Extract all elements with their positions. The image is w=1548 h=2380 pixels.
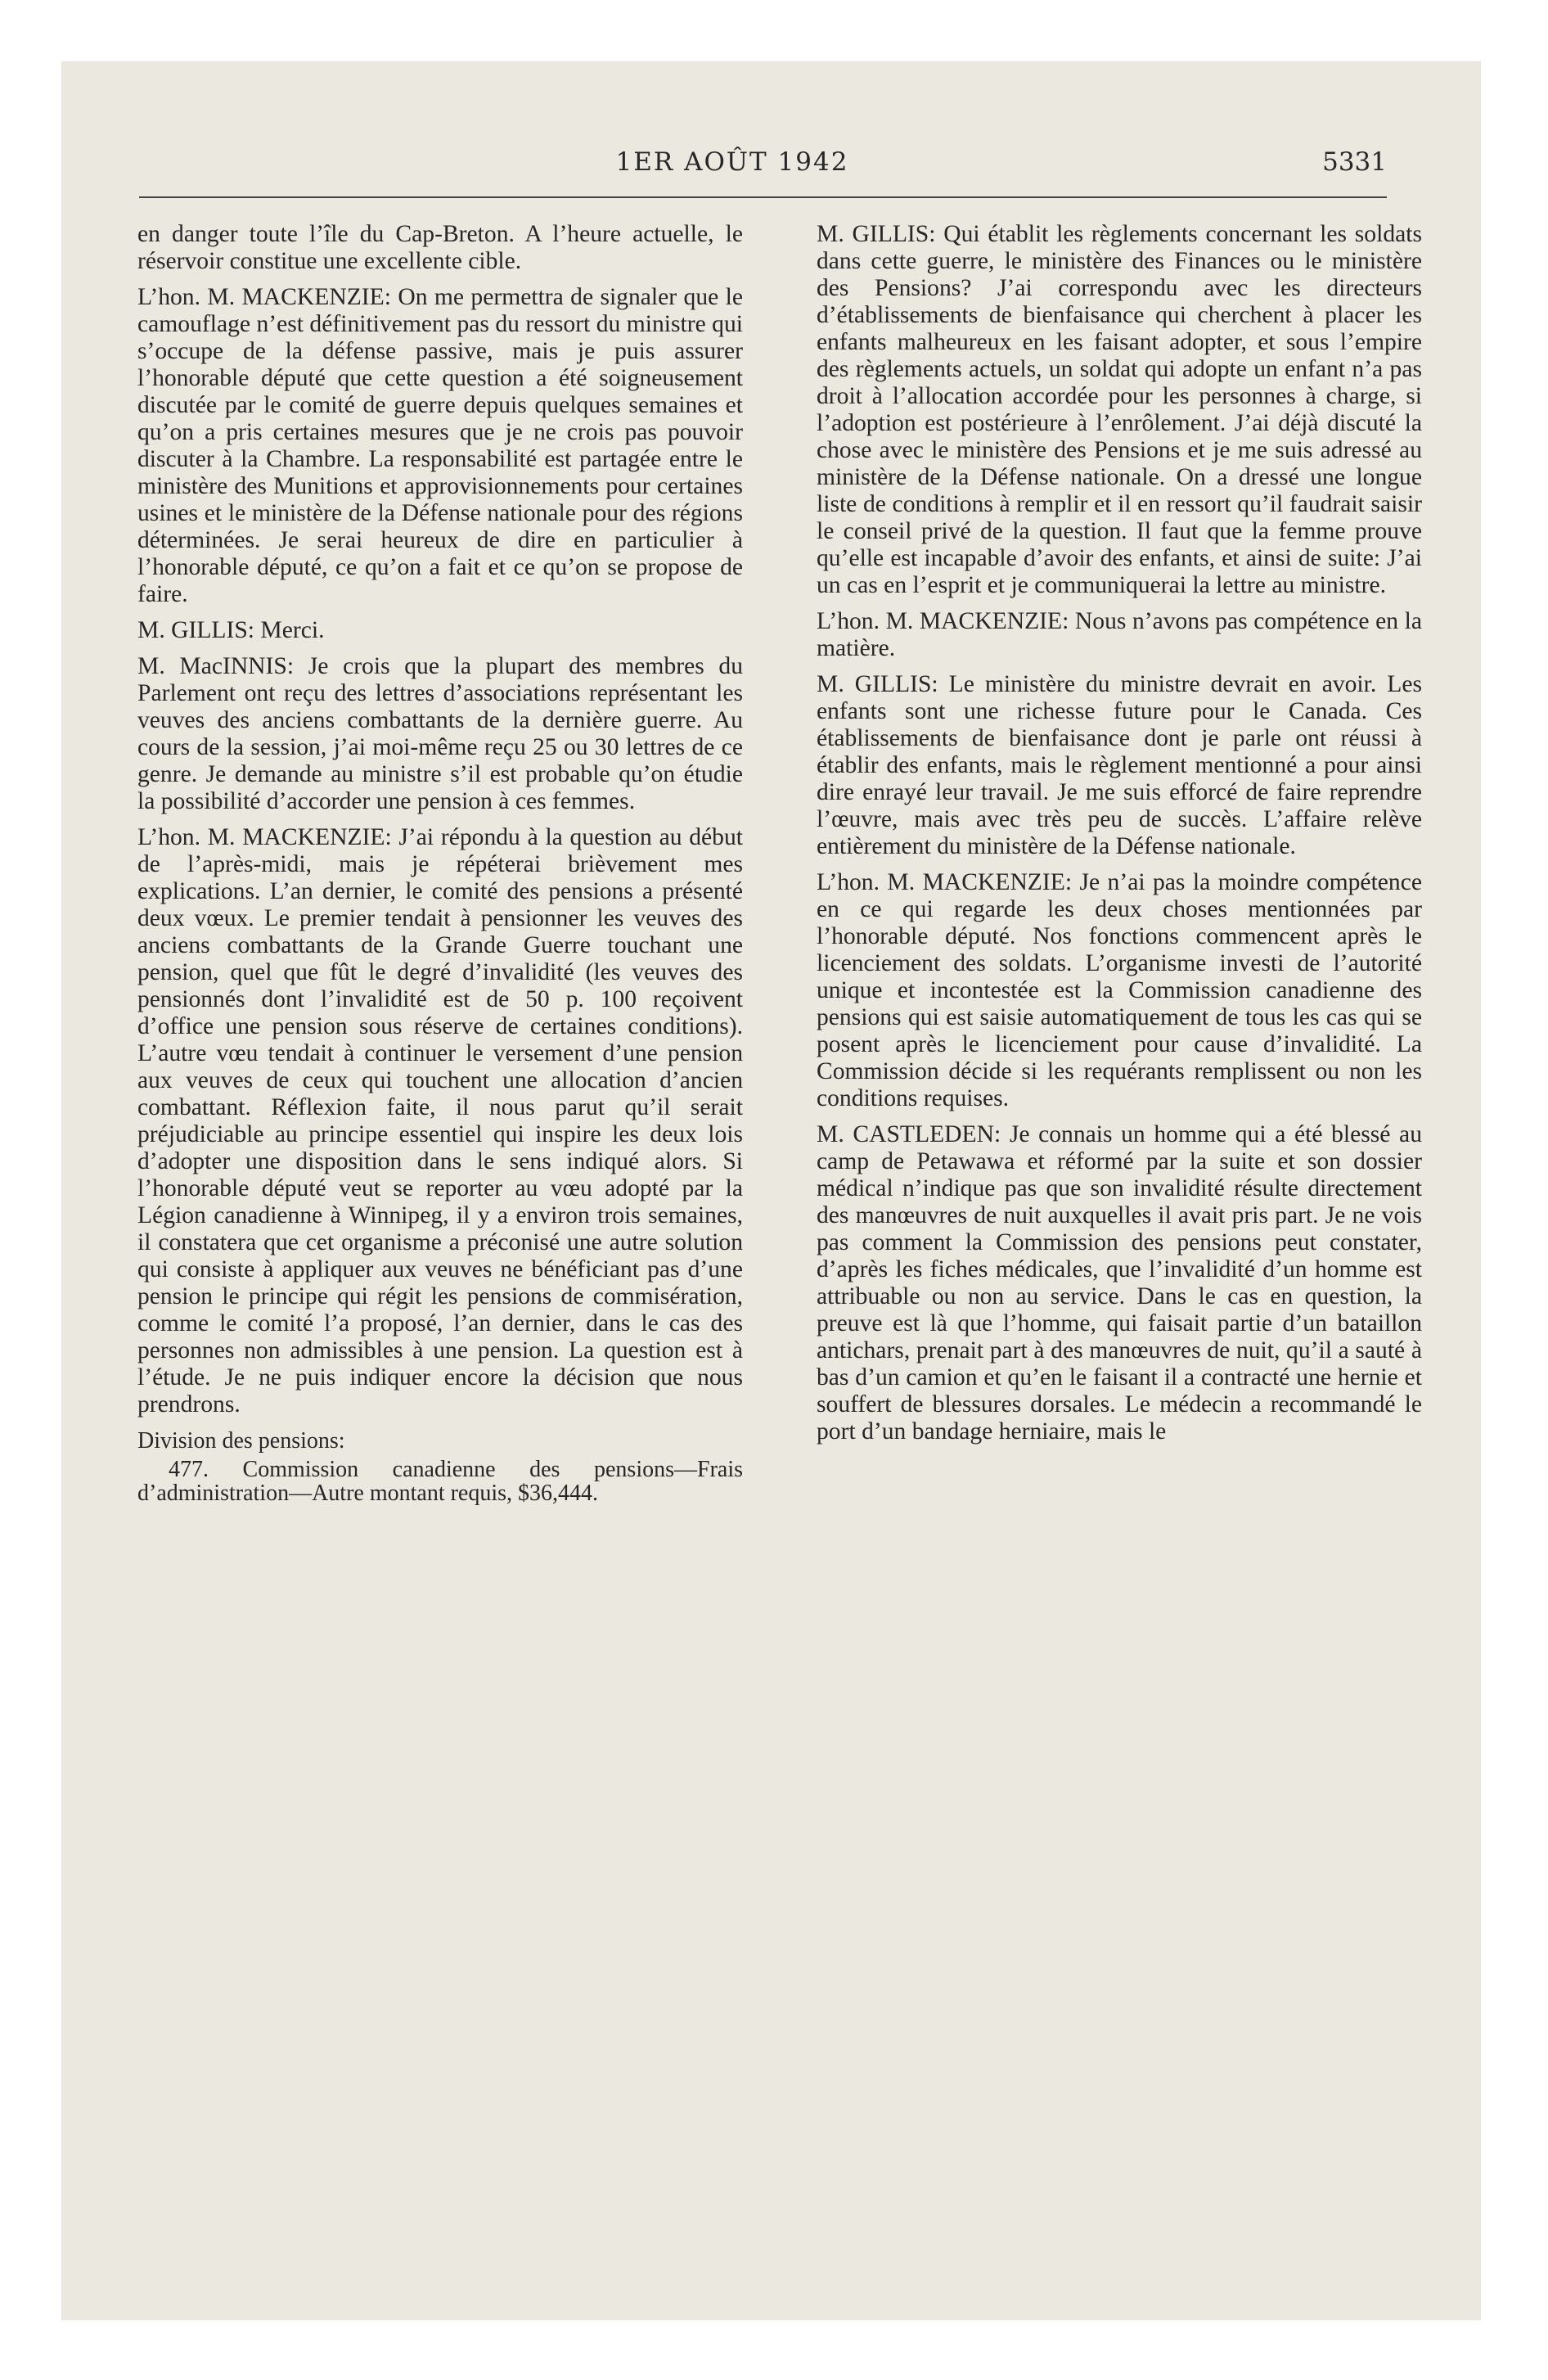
page-number: 5331 — [1322, 147, 1387, 177]
paragraph: L’hon. M. MACKENZIE: Nous n’avons pas compétence en la matière. — [817, 608, 1422, 661]
paragraph: M. GILLIS: Le ministère du ministre devrait en avoir. Les enfants sont une richesse future pour le Canada. Ces établissements de bienfaisance dont je parle ont réussi à établir des enfants, mais le règlement mentionné a pour ainsi dire enrayé leur travail. Je me suis efforcé de faire reprendre l’œuvre, mais avec très peu de succès. L’affaire relève entièrement du ministère de la Défense nationale. — [817, 671, 1422, 859]
right-column — [817, 221, 1422, 1454]
paragraph: L’hon. M. MACKENZIE: On me permettra de signaler que le camouflage n’est définitivement pas du ressort du ministre qui s’occupe de la défense passive, mais je puis assurer l’honorable député que cette question a été soigneusement discutée par le comité de guerre depuis quelques semaines et qu’on a pris certaines mesures que je ne crois pas pouvoir discuter à la Chambre. La responsabilité est partagée entre le ministère des Munitions et approvisionnements pour certaines usines et le ministère de la Défense nationale pour des régions déterminées. Je serai heureux de dire en particulier à l’honorable député, ce qu’on a fait et ce qu’on se propose de faire. — [137, 284, 743, 607]
paragraph: M. GILLIS: Merci. — [137, 617, 325, 643]
paragraph: M. MacINNIS: Je crois que la plupart des membres du Parlement ont reçu des lettres d’associations représentant les veuves des anciens combattants de la dernière guerre. Au cours de la session, j’ai moi-même reçu 25 ou 30 lettres de ce genre. Je demande au ministre s’il est probable qu’on étudie la possibilité d’accorder une pension à ces femmes. — [137, 653, 743, 814]
division-heading: Division des pensions: — [137, 1428, 345, 1454]
estimate-item: 477. Commission canadienne des pensions—Frais d’administration—Autre montant requis, $36,444. — [137, 1457, 743, 1506]
paragraph: M. GILLIS: Qui établit les règlements concernant les soldats dans cette guerre, le ministère des Finances ou le ministère des Pensions? J’ai correspondu avec les directeurs d’établissements de bienfaisance qui cherchent à placer les enfants malheureux en les faisant adopter, et sous l’empire des règlements actuels, un soldat qui adopte un enfant n’a pas droit à l’allocation accordée pour les personnes à charge, si l’adoption est postérieure à l’enrôlement. J’ai déjà discuté la chose avec le ministère des Pensions et je me suis adressé au ministère de la Défense nationale. On a dressé une longue liste de conditions à remplir et il en ressort qu’il faudrait saisir le conseil privé de la question. Il faut que la femme prouve qu’elle est incapable d’avoir des enfants, et ainsi de suite: J’ai un cas en l’esprit et je communiquerai la lettre au ministre. — [817, 221, 1422, 598]
paragraph: M. CASTLEDEN: Je connais un homme qui a été blessé au camp de Petawawa et réformé par la suite et son dossier médical n’indique pas que son invalidité résulte directement des manœuvres de nuit auxquelles il avait pris part. Je ne vois pas comment la Commission des pensions peut constater, d’après les fiches médicales, que l’invalidité d’un homme est attribuable ou non au service. Dans le cas en question, la preuve est là que l’homme, qui faisait partie d’un bataillon antichars, prenait part à des manœuvres de nuit, qu’il a sauté à bas d’un camion et qu’en le faisant il a contracté une hernie et souffert de blessures dorsales. Le médecin a recommandé le port d’un bandage herniaire, mais le — [817, 1121, 1422, 1445]
paragraph: en danger toute l’île du Cap-Breton. A l’heure actuelle, le réservoir constitue une excellente cible. — [137, 221, 743, 274]
page-date: 1ER AOÛT 1942 — [615, 147, 849, 177]
paragraph: L’hon. M. MACKENZIE: J’ai répondu à la question au début de l’après-midi, mais je répéterai brièvement mes explications. L’an dernier, le comité des pensions a présenté deux vœux. Le premier tendait à pensionner les veuves des anciens combattants de la Grande Guerre touchant une pension, quel que fût le degré d’invalidité (les veuves des pensionnés dont l’invalidité est de 50 p. 100 reçoivent d’office une pension sous réserve de certaines conditions). L’autre vœu tendait à continuer le versement d’une pension aux veuves de ceux qui touchent une allocation d’ancien combattant. Réflexion faite, il nous parut qu’il serait préjudiciable au principe essentiel qui inspire les deux lois d’adopter une disposition dans le sens indiqué alors. Si l’honorable député veut se reporter au vœu adopté par la Légion canadienne à Winnipeg, il y a environ trois semaines, il constatera que cet organisme a préconisé une autre solution qui consiste à appliquer aux veuves ne bénéficiant pas d’une pension le principe qui régit les pensions de commisération, comme le comité l’a proposé, l’an dernier, dans le cas des personnes non admissibles à une pension. La question est à l’étude. Je ne puis indiquer encore la décision que nous prendrons. — [137, 824, 743, 1418]
left-column — [137, 221, 743, 1505]
header-rule — [139, 196, 1387, 198]
page-header — [78, 147, 1387, 196]
paragraph: L’hon. M. MACKENZIE: Je n’ai pas la moindre compétence en ce qui regarde les deux choses mentionnées par l’honorable député. Nos fonctions commencent après le licenciement des soldats. L’organisme investi de l’autorité unique et incontestée est la Commission canadienne des pensions qui est saisie automatiquement de tous les cas qui se posent après le licenciement pour cause d’invalidité. La Commission décide si les requérants remplissent ou non les conditions requises. — [817, 869, 1422, 1111]
